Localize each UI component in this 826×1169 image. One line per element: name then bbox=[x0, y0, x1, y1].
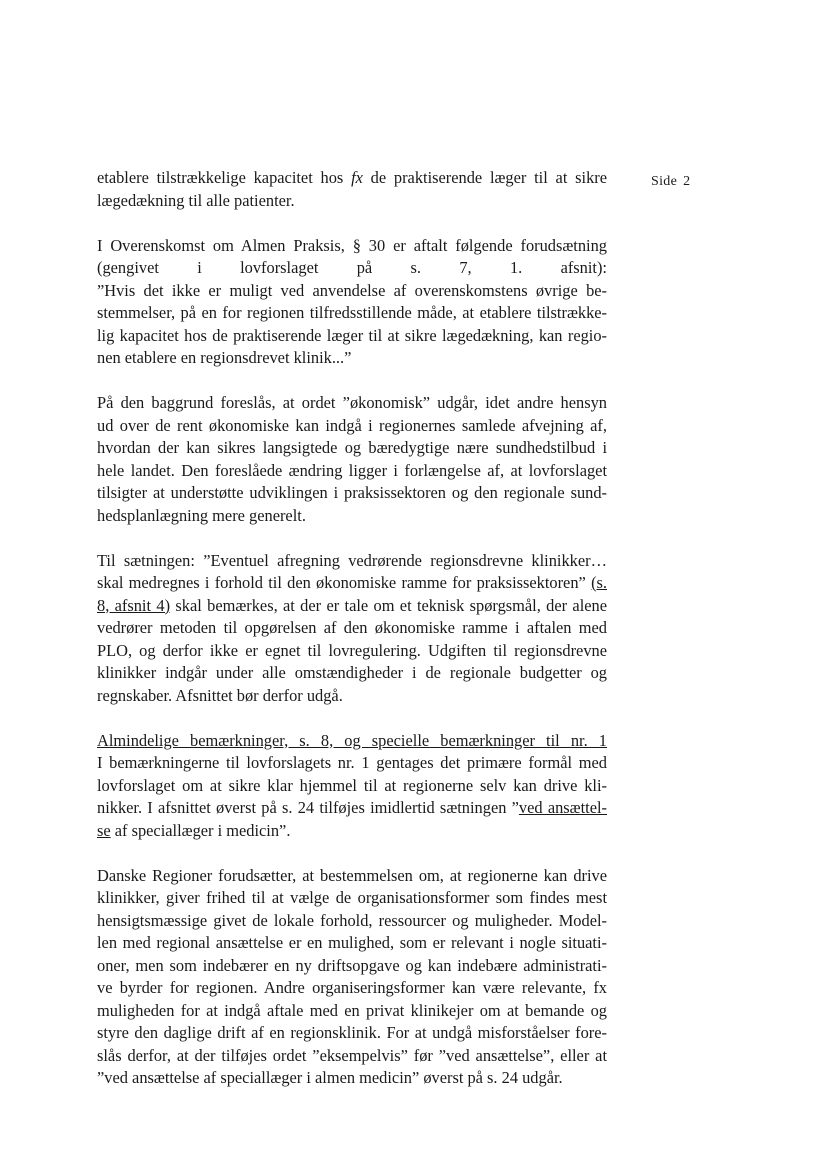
paragraph bbox=[97, 167, 607, 212]
text-segment: Til sætningen: ”Eventuel afregning vedrørende regionsdrevne klinikker… bbox=[97, 550, 607, 570]
text-segment: nikker. I afsnittet øverst på s. 24 tilføjes imidlertid sætningen ” bbox=[97, 798, 519, 817]
paragraph bbox=[97, 235, 607, 370]
text-segment: ud over de rent økonomiske kan indgå i regionernes samlede afvejning af, bbox=[97, 415, 607, 435]
text-segment: ”ved ansættelse af speciallæger i almen medicin” øverst på s. 24 udgår. bbox=[97, 1068, 563, 1087]
paragraph bbox=[97, 392, 607, 527]
text-segment: skal bemærkes, at der er tale om et teknisk spørgsmål, der alene bbox=[170, 595, 607, 615]
text-line bbox=[97, 820, 607, 843]
text-line bbox=[97, 460, 607, 483]
text-segment: lægedækning til alle patienter. bbox=[97, 190, 295, 210]
text-line bbox=[97, 1067, 607, 1090]
text-line bbox=[97, 347, 607, 370]
text-line bbox=[97, 235, 607, 258]
text-line bbox=[97, 550, 607, 573]
text-line bbox=[97, 955, 607, 978]
text-segment: muligheden for at indgå aftale med en privat klinikejer om at bemande og bbox=[97, 1000, 607, 1020]
text-line bbox=[97, 572, 607, 595]
text-line bbox=[97, 167, 607, 190]
text-segment: (gengivet i lovforslaget på s. 7, 1. afsnit): bbox=[97, 258, 607, 277]
paragraph bbox=[97, 550, 607, 708]
text-segment: slås derfor, at der tilføjes ordet ”eksempelvis” før ”ved ansættelse”, eller at bbox=[97, 1045, 607, 1065]
text-segment: etablere tilstrækkelige kapacitet hos bbox=[97, 168, 352, 187]
underlined-text: 8, afsnit 4) bbox=[97, 595, 171, 615]
text-line bbox=[97, 280, 607, 303]
text-segment: tilsigter at understøtte udviklingen i praksissektoren og den regionale sund- bbox=[97, 483, 607, 502]
text-segment: stemmelser, på en for regionen tilfredsstillende måde, at etablere tilstrække- bbox=[97, 303, 607, 322]
text-line bbox=[97, 685, 607, 708]
text-line bbox=[97, 662, 607, 685]
text-segment: oner, men som indebærer en ny driftsopgave og kan indebære administrati- bbox=[97, 955, 607, 975]
text-line bbox=[97, 482, 607, 505]
paragraph bbox=[97, 865, 607, 1090]
underlined-text: se bbox=[97, 820, 111, 840]
text-line bbox=[97, 730, 607, 753]
text-line bbox=[97, 392, 607, 415]
paragraph bbox=[97, 730, 607, 843]
document-body bbox=[97, 167, 607, 1090]
text-line bbox=[97, 977, 607, 1000]
text-line bbox=[97, 1045, 607, 1068]
text-segment: klinikker indgår under alle omstændigheder i de regionale budgetter og bbox=[97, 663, 607, 682]
text-line bbox=[97, 325, 607, 348]
text-segment: nen etablere en regionsdrevet klinik...” bbox=[97, 348, 352, 367]
text-line bbox=[97, 302, 607, 325]
italic-text: fx bbox=[351, 168, 363, 187]
page-label: Side bbox=[651, 174, 678, 189]
text-segment: lig kapacitet hos de praktiserende læger til at sikre lægedækning, kan regio- bbox=[97, 325, 607, 345]
text-segment: af speciallæger i medicin”. bbox=[110, 820, 291, 840]
underlined-text: (s. bbox=[591, 573, 607, 592]
page-number bbox=[651, 174, 690, 190]
text-segment: Danske Regioner forudsætter, at bestemmelsen om, at regionerne kan drive bbox=[97, 865, 607, 885]
text-line bbox=[97, 775, 607, 798]
text-segment: lovforslaget om at sikre klar hjemmel til at regionerne selv kan drive kli- bbox=[97, 775, 607, 795]
text-segment: I Overenskomst om Almen Praksis, § 30 er aftalt følgende forudsætning bbox=[97, 235, 607, 255]
text-segment: PLO, og derfor ikke er egnet til lovregulering. Udgiften til regionsdrevne bbox=[97, 640, 607, 660]
text-line bbox=[97, 752, 607, 775]
text-line bbox=[97, 1022, 607, 1045]
text-line bbox=[97, 190, 607, 213]
text-line bbox=[97, 797, 607, 820]
text-line bbox=[97, 640, 607, 663]
text-segment: de praktiserende læger til at sikre bbox=[362, 168, 607, 187]
text-line bbox=[97, 257, 607, 280]
page-number-value: 2 bbox=[683, 174, 691, 189]
text-line bbox=[97, 865, 607, 888]
text-line bbox=[97, 887, 607, 910]
text-line bbox=[97, 910, 607, 933]
underlined-text: Almindelige bemærkninger, s. 8, og specielle bemærkninger til nr. 1 bbox=[97, 730, 607, 750]
text-segment: regnskaber. Afsnittet bør derfor udgå. bbox=[97, 685, 343, 705]
text-line bbox=[97, 415, 607, 438]
text-segment: I bemærkningerne til lovforslagets nr. 1 gentages det primære formål med bbox=[97, 753, 607, 772]
text-line bbox=[97, 437, 607, 460]
text-segment: len med regional ansættelse er en mulighed, som er relevant i nogle situati- bbox=[97, 933, 607, 952]
text-segment: På den baggrund foreslås, at ordet ”økonomisk” udgår, idet andre hensyn bbox=[97, 393, 607, 412]
text-line bbox=[97, 505, 607, 528]
underlined-text: ved ansættel- bbox=[518, 798, 607, 817]
text-line bbox=[97, 595, 607, 618]
text-segment: styre den daglige drift af en regionsklinik. For at undgå misforståelser fore- bbox=[97, 1023, 607, 1042]
text-segment: klinikker, giver frihed til at vælge de organisationsformer som findes mest bbox=[97, 888, 607, 907]
text-segment: hedsplanlægning mere generelt. bbox=[97, 505, 306, 525]
text-line bbox=[97, 617, 607, 640]
text-segment: ”Hvis det ikke er muligt ved anvendelse af overenskomstens øvrige be- bbox=[97, 280, 607, 300]
text-segment: hele landet. Den foreslåede ændring ligger i forlængelse af, at lovforslaget bbox=[97, 460, 607, 480]
text-segment: vedrører metoden til opgørelsen af den økonomiske ramme i aftalen med bbox=[97, 618, 607, 637]
text-line bbox=[97, 1000, 607, 1023]
text-segment: skal medregnes i forhold til den økonomiske ramme for praksissektoren” bbox=[97, 573, 592, 592]
text-segment: hensigtsmæssige givet de lokale forhold, ressourcer og muligheder. Model- bbox=[97, 910, 607, 930]
text-line bbox=[97, 932, 607, 955]
text-segment: ve byrder for regionen. Andre organiseringsformer kan være relevante, fx bbox=[97, 978, 607, 997]
text-segment: hvordan der kan sikres langsigtede og bæredygtige nære sundhedstilbud i bbox=[97, 438, 607, 457]
